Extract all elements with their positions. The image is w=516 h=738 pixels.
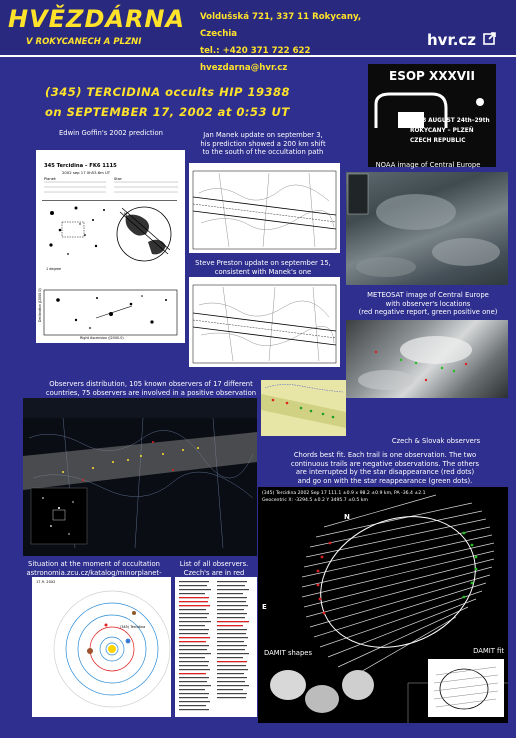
page-title <box>45 82 355 122</box>
title-line-1: (345) TERCIDINA occults HIP 19388 <box>45 85 291 99</box>
esop-country: CZECH REPUBLIC <box>410 138 466 144</box>
chords-east-label: E <box>262 603 267 611</box>
esop-location: ROKYCANY – PLZEŇ <box>410 128 474 134</box>
meteosat-observer-markers <box>346 320 508 398</box>
damit-fit-plot <box>428 659 504 717</box>
esop-title: ESOP XXXVII <box>389 69 475 83</box>
esop-dates: 2018 AUGUST 24th–29th <box>410 118 490 124</box>
caption-manek-line-1: Jan Manek update on september 3, <box>203 131 323 139</box>
caption-observer-list <box>172 560 256 577</box>
czech-slovak-observers-map <box>261 380 346 436</box>
caption-list-line-2: Czech's are in red <box>183 568 245 577</box>
caption-meteosat <box>348 291 508 317</box>
site-link[interactable]: hvr.cz <box>427 31 477 49</box>
situation-date: 17.9. 2002 <box>36 580 56 584</box>
logo-title: HVĚZDÁRNA <box>8 5 186 33</box>
external-link-icon[interactable] <box>483 31 497 45</box>
caption-meteosat-line-2: with observer's locations <box>385 299 471 308</box>
situation-orbit-plot <box>32 577 171 717</box>
preston-update-map <box>189 277 340 367</box>
goffin-north-label: N <box>124 212 127 217</box>
caption-damit-fit: DAMIT fit <box>473 647 504 655</box>
goffin-star-label: Star: <box>114 177 123 181</box>
chords-heading-2: Geocentric X: -3294.5 ±0.2 Y 3495.7 ±0.5 km <box>262 498 368 503</box>
caption-chords-line-4: and go on with the star reappearance (green dots). <box>297 476 473 485</box>
logo-subtitle: V ROKYCANECH A PLZNI <box>26 37 142 47</box>
page-header <box>0 0 516 73</box>
phone-text: tel.: +420 371 722 622 <box>200 46 311 56</box>
caption-distribution-line-2: countries, 75 observers are involved in a positive observation <box>45 388 257 397</box>
esop-badge <box>368 64 496 167</box>
observatory-logo[interactable] <box>8 5 188 52</box>
goffin-x-axis-label: Right Ascension (J2000.0) <box>80 336 124 340</box>
noaa-cloud-texture <box>346 172 508 285</box>
caption-preston-line-2: consistent with Manek's one <box>214 267 312 276</box>
caption-damit-shapes: DAMIT shapes <box>264 649 312 657</box>
caption-chords-line-2: continuous trails are negative observations. The others <box>290 459 480 468</box>
caption-manek-line-2: his prediction showed a 200 km shift <box>200 139 326 148</box>
caption-goffin: Edwin Goffin's 2002 prediction <box>59 129 163 137</box>
meteosat-satellite-image <box>346 320 508 398</box>
goffin-y-axis-label: Declination (J2000.0) <box>38 288 42 322</box>
distribution-map-plot <box>23 398 257 556</box>
goffin-heading: 345 Tercidina – FK6 1115 <box>44 163 117 169</box>
chords-best-fit-figure <box>258 487 508 723</box>
damit-shapes-render <box>262 663 378 715</box>
caption-distribution <box>14 380 288 397</box>
caption-chords-line-1: Chords best fit. Each trail is one observation. The two <box>293 451 477 459</box>
caption-chords-line-3: are interrupted by the star disappearance (red dots) <box>295 468 475 476</box>
caption-chords <box>264 451 506 485</box>
goffin-plots <box>36 150 185 343</box>
caption-preston <box>184 259 342 276</box>
caption-preston-line-1: Steve Preston update on september 15, <box>195 259 331 267</box>
goffin-prediction-figure <box>36 150 185 343</box>
caption-list-line-1: List of all observers. <box>179 560 249 568</box>
caption-czech-slovak: Czech & Slovak observers <box>391 437 481 445</box>
title-line-2: on SEPTEMBER 17, 2002 at 0:53 UT <box>45 105 290 119</box>
caption-meteosat-line-3: (red negative report, green positive one) <box>358 308 498 316</box>
caption-manek-line-3: to the south of the occultation path <box>202 148 324 156</box>
goffin-planet-label: Planet: <box>44 177 57 181</box>
caption-noaa: NOAA image of Central Europe <box>375 161 481 169</box>
damit-fit-chart <box>428 659 504 717</box>
address-text: Voldušská 721, 337 11 Rokycany, Czechia <box>200 12 362 39</box>
czech-slovak-map-plot <box>261 380 346 436</box>
caption-situation-line-2: astronomia.zcu.cz/katalog/minorplanet- <box>26 568 162 577</box>
situation-solar-system-figure <box>32 577 171 717</box>
chords-heading-1: (345) Tercidina 2002 Sep 17 111.1 ±0.9 x 98.2 ±0.9 km, PA -36.4 ±2.1 <box>262 491 426 496</box>
observers-distribution-map <box>23 398 257 556</box>
goffin-date: 2002 sep 17 0h53.6m UT <box>62 170 111 175</box>
observer-list-table <box>175 577 257 717</box>
chords-north-label: N <box>344 513 350 521</box>
goffin-scale-label: 1 degree <box>46 267 62 271</box>
caption-situation-line-1: Situation at the moment of occultation <box>28 560 160 568</box>
observer-list-rows <box>175 577 257 717</box>
manek-map-plot <box>189 163 340 253</box>
preston-map-plot <box>189 277 340 367</box>
email-link[interactable]: hvezdarna@hvr.cz <box>200 63 288 73</box>
noaa-satellite-image <box>346 172 508 285</box>
caption-manek <box>184 131 342 157</box>
caption-meteosat-line-1: METEOSAT image of Central Europe <box>367 291 489 299</box>
situation-object-label: (345) Tercidina <box>120 625 146 629</box>
caption-distribution-line-1: Observers distribution, 105 known observers of 17 different <box>49 380 253 388</box>
manek-update-map <box>189 163 340 253</box>
